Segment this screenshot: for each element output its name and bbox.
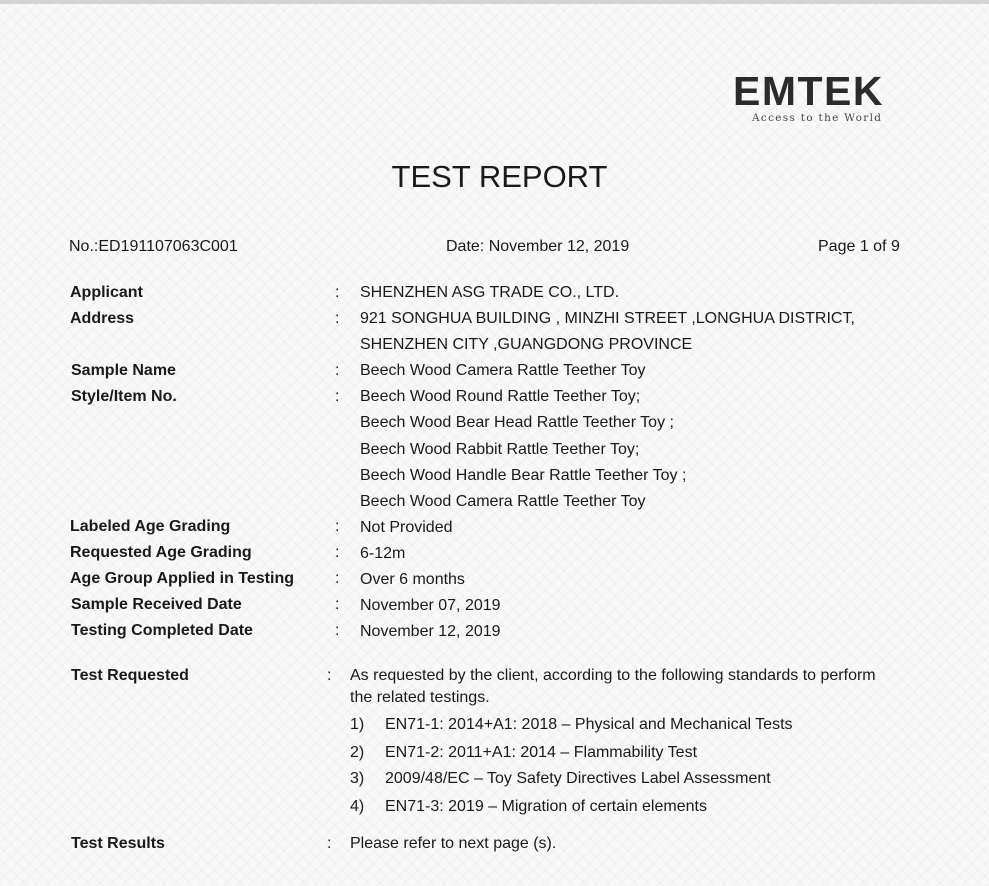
applicant-value: SHENZHEN ASG TRADE CO., LTD.	[360, 284, 620, 301]
colon: :	[335, 622, 340, 639]
sample-name-value: Beech Wood Camera Rattle Teether Toy	[360, 362, 646, 379]
colon: :	[335, 570, 340, 587]
test-requested-intro: the related testings.	[350, 689, 490, 706]
style-item-line: Beech Wood Round Rattle Teether Toy;	[360, 388, 641, 405]
colon: :	[327, 835, 332, 852]
colon: :	[335, 596, 340, 613]
applicant-label: Applicant	[70, 284, 143, 301]
report-date: Date: November 12, 2019	[446, 238, 630, 255]
test-item-text: EN71-3: 2019 – Migration of certain elements	[385, 798, 707, 815]
test-results-value: Please refer to next page (s).	[350, 835, 557, 852]
colon: :	[335, 518, 340, 535]
requested-age-value: 6-12m	[360, 545, 406, 562]
style-item-line: Beech Wood Rabbit Rattle Teether Toy;	[360, 441, 640, 458]
colon: :	[335, 362, 340, 379]
age-group-label: Age Group Applied in Testing	[70, 570, 294, 587]
test-item-text: 2009/48/EC – Toy Safety Directives Label Assessment	[385, 770, 771, 787]
test-item-text: EN71-1: 2014+A1: 2018 – Physical and Mechanical Tests	[385, 716, 793, 733]
completed-date-label: Testing Completed Date	[71, 622, 253, 639]
page-number: Page 1 of 9	[818, 238, 900, 255]
completed-date-value: November 12, 2019	[360, 623, 501, 640]
test-item-text: EN71-2: 2011+A1: 2014 – Flammability Test	[385, 744, 698, 761]
logo-tagline: Access to the World	[752, 112, 883, 124]
report-number: No.:ED191107063C001	[69, 238, 238, 255]
labeled-age-label: Labeled Age Grading	[70, 518, 231, 535]
sample-name-label: Sample Name	[71, 362, 176, 379]
address-line: 921 SONGHUA BUILDING , MINZHI STREET ,LONGHUA DISTRICT,	[360, 310, 855, 327]
requested-age-label: Requested Age Grading	[70, 544, 252, 561]
test-results-label: Test Results	[71, 835, 165, 852]
colon: :	[335, 310, 340, 327]
address-line: SHENZHEN CITY ,GUANGDONG PROVINCE	[360, 336, 693, 353]
received-date-value: November 07, 2019	[360, 597, 501, 614]
colon: :	[335, 544, 340, 561]
colon: :	[335, 388, 340, 405]
style-item-line: Beech Wood Camera Rattle Teether Toy	[360, 493, 646, 510]
colon: :	[335, 284, 340, 301]
labeled-age-value: Not Provided	[360, 519, 453, 536]
test-item-number: 2)	[350, 744, 365, 761]
emtek-logo: EMTEK	[733, 68, 884, 114]
test-item-number: 3)	[350, 770, 365, 787]
style-item-line: Beech Wood Bear Head Rattle Teether Toy ;	[360, 414, 674, 431]
style-item-line: Beech Wood Handle Bear Rattle Teether Toy ;	[360, 467, 687, 484]
test-requested-label: Test Requested	[71, 667, 189, 684]
age-group-value: Over 6 months	[360, 571, 465, 588]
colon: :	[327, 667, 332, 684]
test-item-number: 1)	[350, 716, 365, 733]
test-item-number: 4)	[350, 798, 365, 815]
received-date-label: Sample Received Date	[71, 596, 242, 613]
test-requested-intro: As requested by the client, according to the following standards to perform	[350, 667, 876, 684]
top-border	[0, 0, 989, 4]
address-label: Address	[70, 310, 135, 327]
style-item-label: Style/Item No.	[71, 388, 177, 405]
report-title: TEST REPORT	[391, 159, 608, 194]
